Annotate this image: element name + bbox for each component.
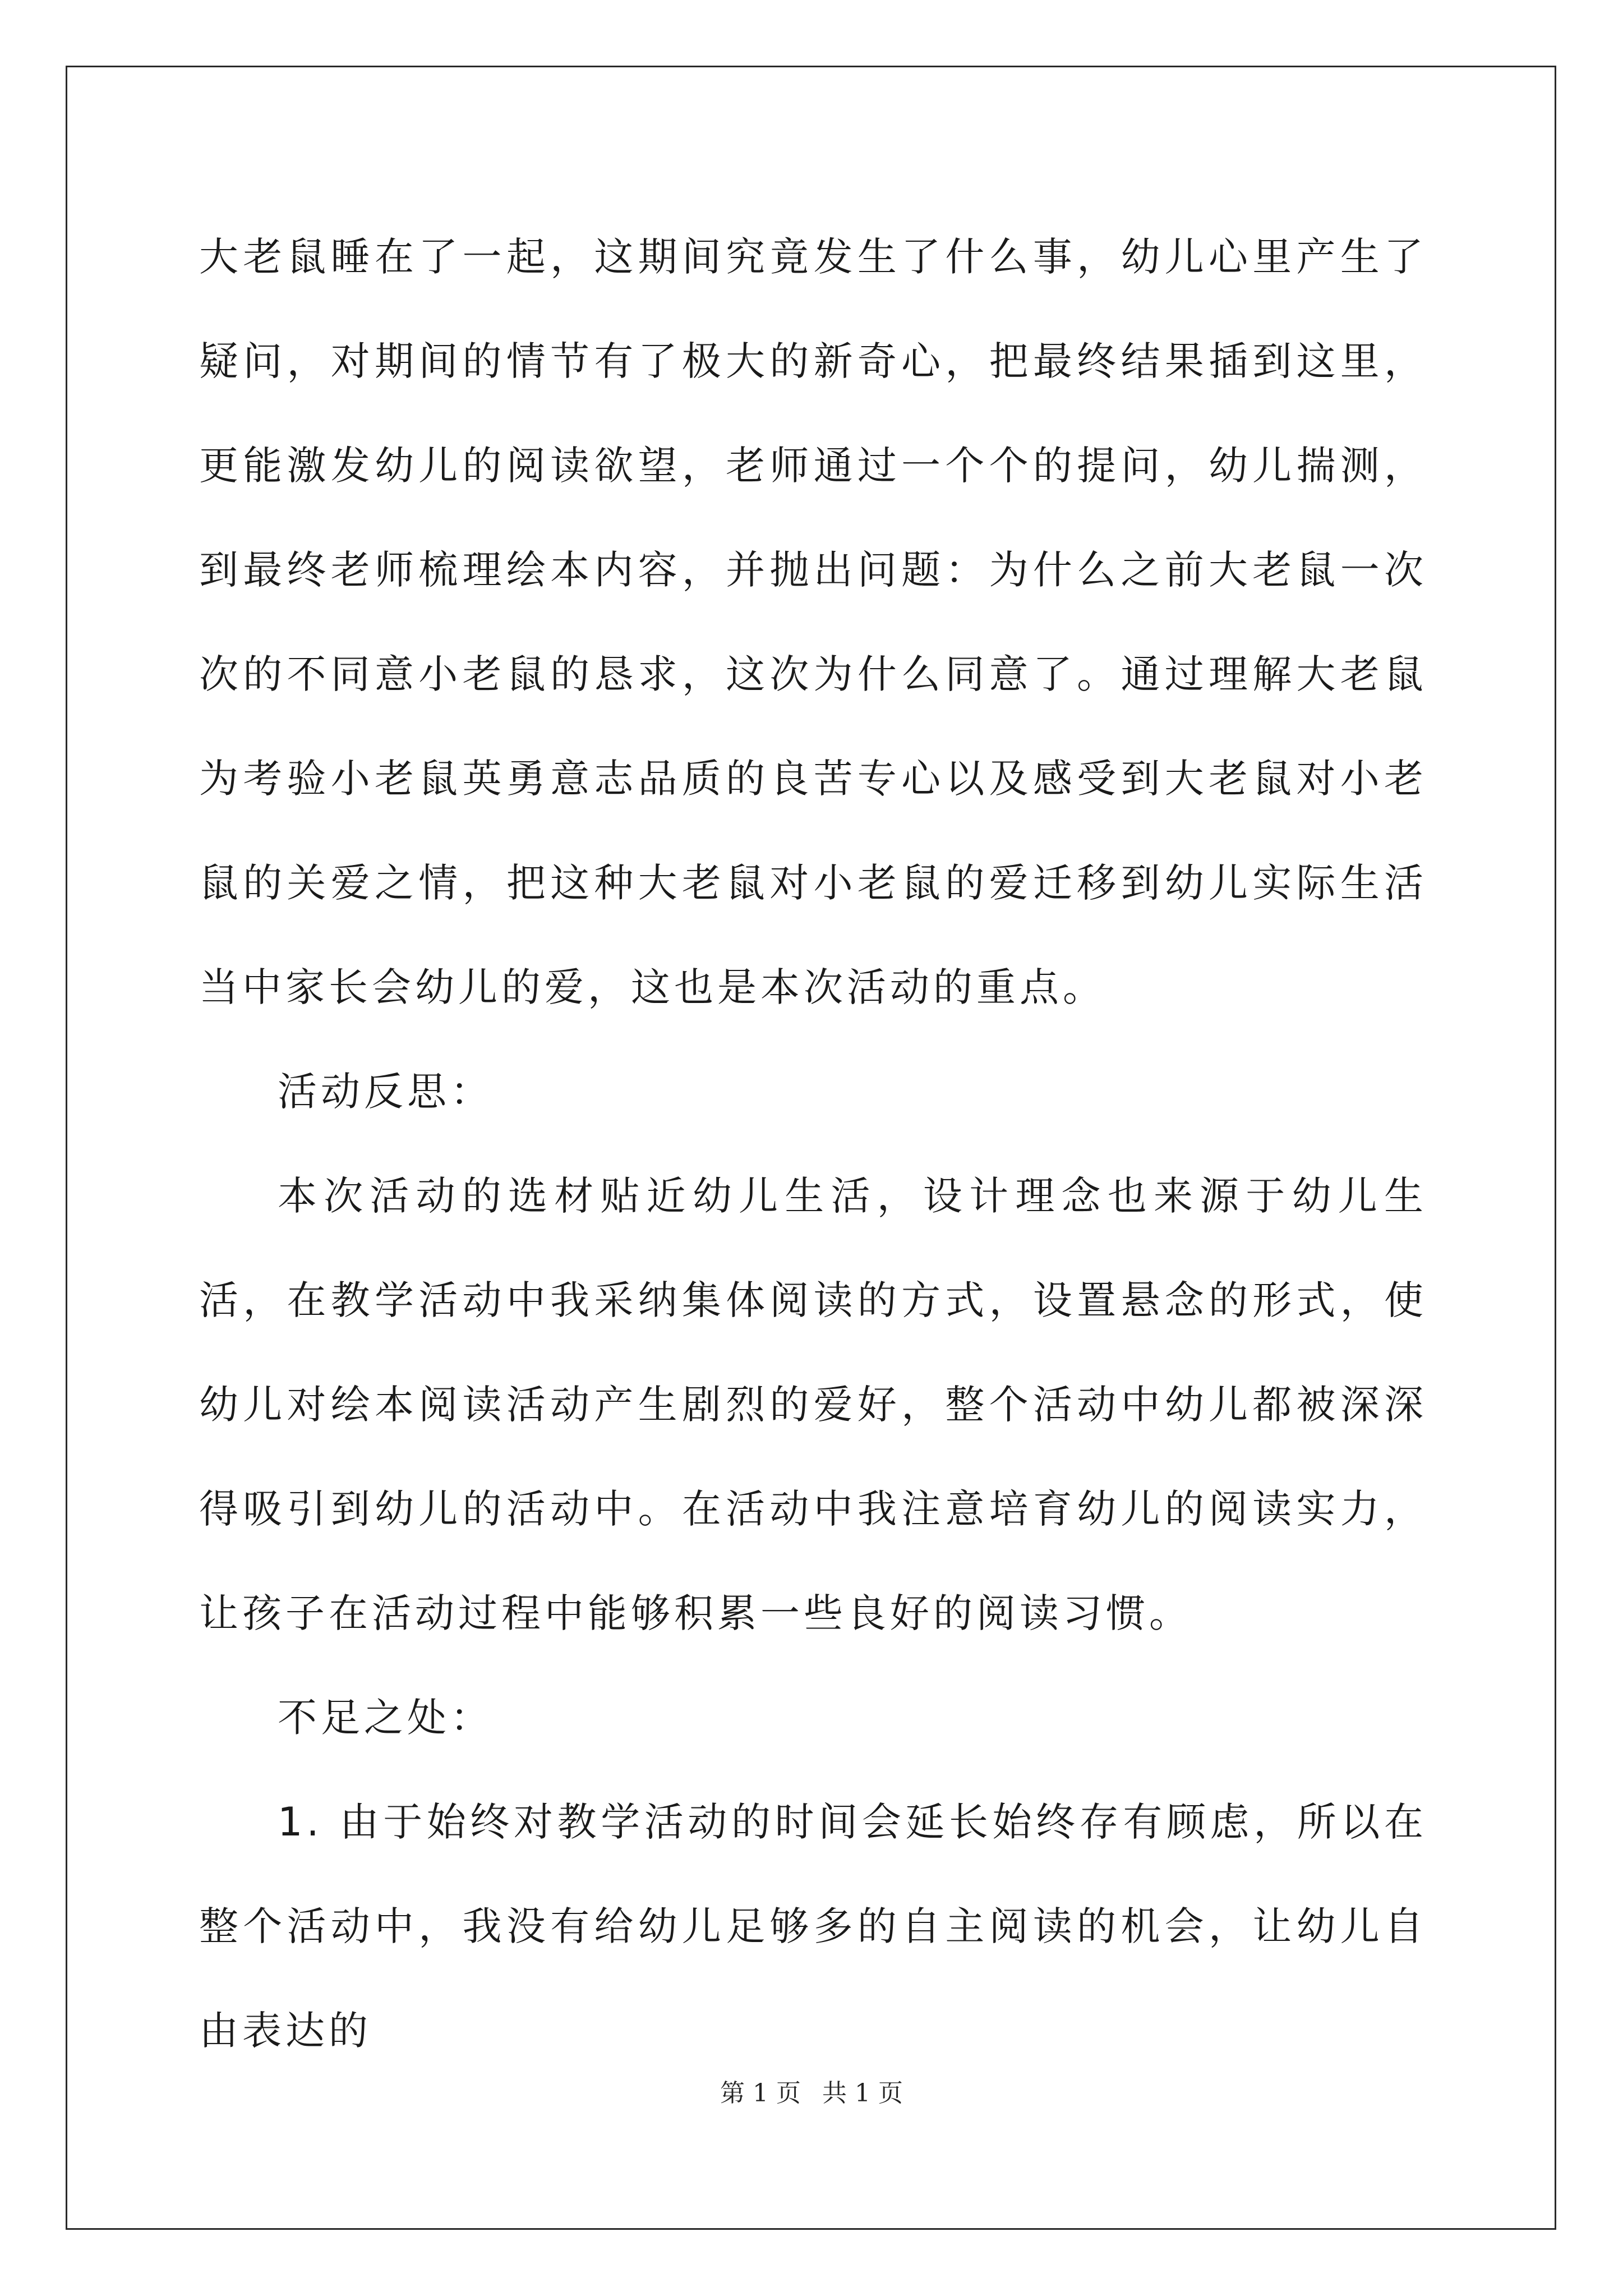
paragraph-continuation: 大老鼠睡在了一起，这期间究竟发生了什么事，幼儿心里产生了疑问，对期间的情节有了极大的新奇心，把最终结果插到这里，更能激发幼儿的阅读欲望，老师通过一个个的提问，幼儿揣测，到最终老师梳理绘本内容，并抛出问题：为什么之前大老鼠一次次的不同意小老鼠的恳求，这次为什么同意了。通过理解大老鼠为考验小老鼠英勇意志品质的良苦专心以及感受到大老鼠对小老鼠的关爱之情，把这种大老鼠对小老鼠的爱迁移到幼儿实际生活当中家长会幼儿的爱，这也是本次活动的重点。 [199, 234, 1427, 1010]
paragraph-shortcoming-1: 1. 由于始终对教学活动的时间会延长始终存有顾虑，所以在整个活动中，我没有给幼儿足够多的自主阅读的机会，让幼儿自由表达的 [199, 1799, 1427, 2054]
heading-shortcomings: 不足之处： [278, 1695, 494, 1741]
paragraph-reflection: 本次活动的选材贴近幼儿生活，设计理念也来源于幼儿生活，在教学活动中我采纳集体阅读的方式，设置悬念的形式，使幼儿对绘本阅读活动产生剧烈的爱好，整个活动中幼儿都被深深得吸引到幼儿的活动中。在活动中我注意培育幼儿的阅读实力，让孩子在活动过程中能够积累一些良好的阅读习惯。 [199, 1173, 1427, 1636]
page-number: 第 1 页 [720, 2079, 801, 2108]
page-footer [0, 2073, 1623, 2109]
document-body [199, 205, 1427, 2083]
heading-activity-reflection: 活动反思： [278, 1069, 494, 1115]
page-total: 共 1 页 [822, 2079, 903, 2108]
